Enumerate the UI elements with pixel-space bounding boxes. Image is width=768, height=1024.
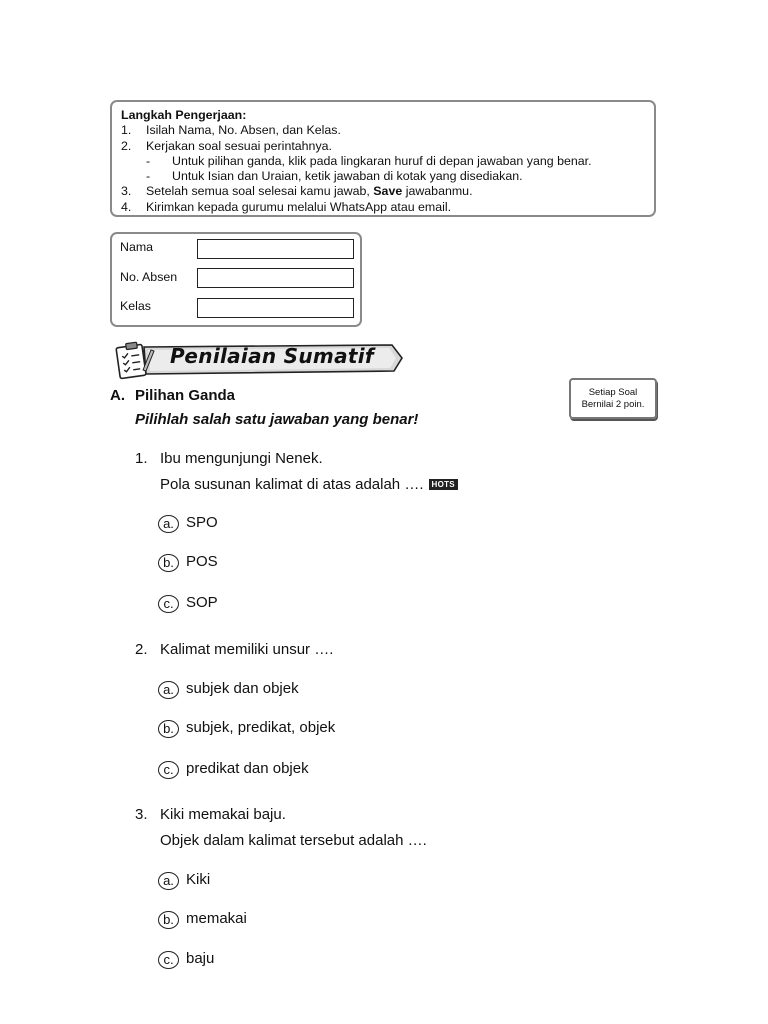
- section-title-text: Pilihan Ganda: [135, 387, 236, 404]
- question-text: Kalimat memiliki unsur ….: [160, 641, 334, 658]
- step-text: [146, 184, 473, 199]
- question-text: Kiki memakai baju.: [160, 806, 286, 823]
- section-instruction: Pilihlah salah satu jawaban yang benar!: [135, 411, 419, 428]
- absen-field[interactable]: [197, 268, 354, 288]
- step-text: Isilah Nama, No. Absen, dan Kelas.: [146, 123, 341, 138]
- section-banner: [104, 338, 404, 380]
- step-number: 1.: [121, 123, 132, 138]
- question-number: 3.: [135, 806, 148, 823]
- checklist-icon: [110, 340, 156, 380]
- option-text: memakai: [186, 910, 247, 927]
- option-letter-circle[interactable]: c.: [158, 761, 179, 779]
- option-letter-circle[interactable]: c.: [158, 951, 179, 969]
- banner-title: Penilaian Sumatif: [170, 344, 374, 368]
- step-text: Untuk pilihan ganda, klik pada lingkaran huruf di depan jawaban yang benar.: [172, 153, 592, 168]
- question-prompt: [160, 476, 458, 493]
- instructions-title: Langkah Pengerjaan:: [121, 108, 247, 122]
- step-3: [121, 184, 654, 199]
- step-bullet: -: [146, 169, 151, 184]
- hots-badge: HOTS: [429, 479, 458, 490]
- instructions-box: [110, 100, 656, 217]
- option-text: predikat dan objek: [186, 760, 309, 777]
- step-2-sub-2: [121, 169, 654, 184]
- step-text: Kerjakan soal sesuai perintahnya.: [146, 138, 332, 153]
- step-4: [121, 200, 654, 215]
- step-number: 3.: [121, 184, 132, 199]
- step-text-after: jawabanmu.: [405, 184, 473, 199]
- score-note: [569, 378, 657, 419]
- option-text: subjek, predikat, objek: [186, 719, 336, 736]
- absen-label: No. Absen: [120, 270, 178, 284]
- option-text: SPO: [186, 514, 218, 531]
- class-label: Kelas: [120, 299, 151, 313]
- option-letter-circle[interactable]: b.: [158, 911, 179, 929]
- step-number: 4.: [121, 199, 132, 214]
- option-text: SOP: [186, 594, 218, 611]
- option-text: POS: [186, 553, 218, 570]
- option-letter-circle[interactable]: c.: [158, 595, 179, 613]
- option-text: Kiki: [186, 871, 211, 888]
- identity-box: [110, 232, 362, 327]
- step-2: [121, 139, 654, 154]
- question-text: Ibu mengunjungi Nenek.: [160, 450, 323, 467]
- question-number: 2.: [135, 641, 148, 658]
- step-text: Kirimkan kepada gurumu melalui WhatsApp atau email.: [146, 199, 452, 214]
- step-text: Untuk Isian dan Uraian, ketik jawaban di kotak yang disediakan.: [172, 169, 523, 184]
- score-line-2: Bernilai 2 poin.: [581, 399, 645, 410]
- save-keyword: Save: [373, 184, 403, 199]
- question-prompt-text: Pola susunan kalimat di atas adalah ….: [160, 476, 424, 493]
- question-number: 1.: [135, 450, 148, 467]
- step-number: 2.: [121, 138, 132, 153]
- option-letter-circle[interactable]: b.: [158, 720, 179, 738]
- option-text: baju: [186, 950, 215, 967]
- option-letter-circle[interactable]: a.: [158, 515, 179, 533]
- step-1: [121, 123, 654, 138]
- option-letter-circle[interactable]: a.: [158, 872, 179, 890]
- question-prompt: Objek dalam kalimat tersebut adalah ….: [160, 832, 427, 849]
- step-2-sub-1: [121, 154, 654, 169]
- option-text: subjek dan objek: [186, 680, 299, 697]
- name-label: Nama: [120, 240, 154, 254]
- class-field[interactable]: [197, 298, 354, 318]
- name-field[interactable]: [197, 239, 354, 259]
- step-text-before: Setelah semua soal selesai kamu jawab,: [146, 184, 370, 199]
- score-line-1: Setiap Soal: [588, 387, 638, 398]
- section-letter: A.: [110, 387, 125, 404]
- option-letter-circle[interactable]: b.: [158, 554, 179, 572]
- step-bullet: -: [146, 153, 151, 168]
- option-letter-circle[interactable]: a.: [158, 681, 179, 699]
